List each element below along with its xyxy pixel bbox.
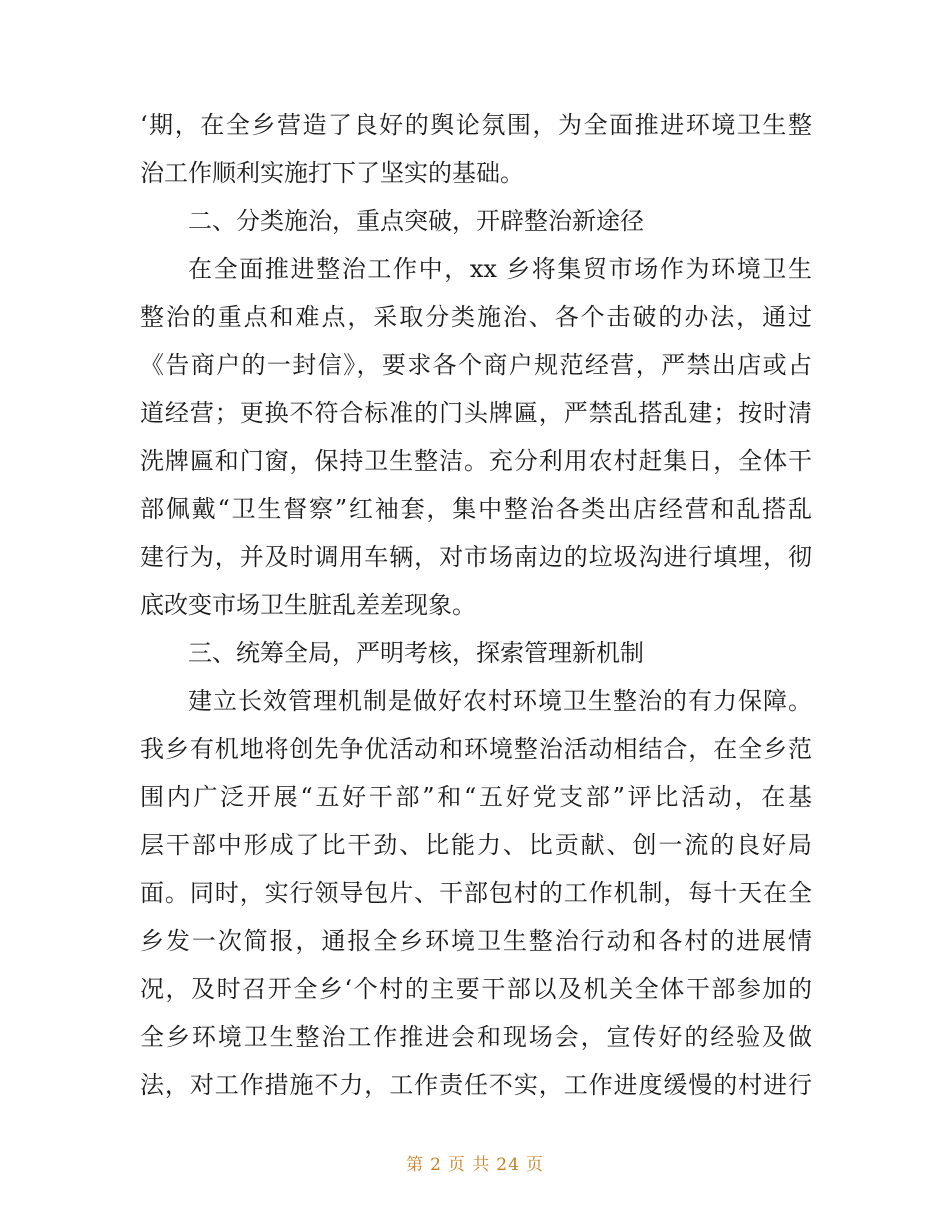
text-line: 整治的重点和难点，采取分类施治、各个击破的办法，通过 [140, 303, 812, 331]
footer-suffix: 页 [525, 1155, 544, 1175]
text-line: 建行为，并及时调用车辆，对市场南边的垃圾沟进行填埋，彻 [140, 543, 812, 571]
document-body [140, 101, 812, 1109]
text-line: 二、分类施治，重点突破，开辟整治新途径 [188, 207, 644, 235]
text-line: ‘期，在全乡营造了良好的舆论氛围，为全面推进环境卫生整 [140, 111, 812, 139]
footer-prefix: 第 [406, 1155, 425, 1175]
page-footer [0, 1150, 950, 1175]
text-line: 法，对工作措施不力，工作责任不实，工作进度缓慢的村进行 [140, 1071, 812, 1099]
text-line: 面。同时，实行领导包片、干部包村的工作机制，每十天在全 [140, 879, 812, 907]
footer-middle: 页 共 [447, 1155, 491, 1175]
text-line: 洗牌匾和门窗，保持卫生整洁。充分利用农村赶集日，全体干 [140, 447, 812, 475]
text-line: 乡发一次简报，通报全乡环境卫生整治行动和各村的进展情 [140, 927, 812, 955]
footer-page-number: 2 [430, 1155, 442, 1175]
text-line: 底改变市场卫生脏乱差差现象。 [140, 591, 476, 619]
text-line: 三、统筹全局，严明考核，探索管理新机制 [188, 639, 644, 667]
text-line: 在全面推进整治工作中，xx 乡将集贸市场作为环境卫生 [188, 255, 812, 283]
text-line: 层干部中形成了比干劲、比能力、比贡献、创一流的良好局 [140, 831, 812, 859]
text-line: 部佩戴“卫生督察”红袖套，集中整治各类出店经营和乱搭乱 [140, 495, 812, 523]
text-line: 全乡环境卫生整治工作推进会和现场会，宣传好的经验及做 [140, 1023, 812, 1051]
footer-total-pages: 24 [496, 1155, 520, 1175]
text-line: 围内广泛开展“五好干部”和“五好党支部”评比活动，在基 [140, 783, 812, 811]
text-line: 况，及时召开全乡‘个村的主要干部以及机关全体干部参加的 [140, 975, 812, 1003]
text-line: 治工作顺利实施打下了坚实的基础。 [140, 159, 524, 187]
text-line: 建立长效管理机制是做好农村环境卫生整治的有力保障。 [188, 687, 812, 715]
text-line: 我乡有机地将创先争优活动和环境整治活动相结合，在全乡范 [140, 735, 812, 763]
text-line: 道经营；更换不符合标准的门头牌匾，严禁乱搭乱建；按时清 [140, 399, 812, 427]
text-line: 《告商户的一封信》，要求各个商户规范经营，严禁出店或占 [140, 351, 812, 379]
